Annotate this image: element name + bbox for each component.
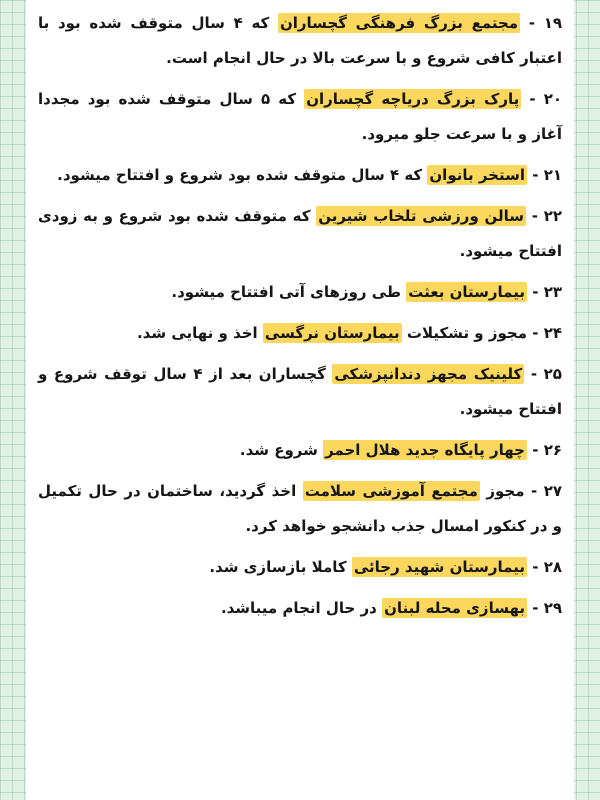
- highlighted-project: بهسازی محله لبنان: [384, 599, 525, 617]
- item-number: ۲۵ -: [530, 365, 562, 383]
- list-item: [38, 199, 562, 269]
- highlighted-project: پارک بزرگ دریاچه گچساران: [306, 90, 520, 108]
- highlighted-project: بیمارستان شهید رجائی: [353, 558, 525, 576]
- item-text: اخذ گردید، ساختمان در حال تکمیل و در کنکور امسال جذب دانشجو خواهد کرد.: [38, 482, 562, 535]
- item-number: ۲۶ -: [532, 441, 562, 459]
- item-number: ۱۹ -: [528, 14, 563, 32]
- list-item: [38, 6, 562, 76]
- item-text: کاملا بازسازی شد.: [209, 558, 352, 576]
- highlighted-project: بیمارستان بعثت: [408, 283, 525, 301]
- item-number: ۲۳ -: [532, 283, 562, 301]
- list-item: [38, 82, 562, 152]
- list-item: [38, 158, 562, 193]
- list-item: [38, 275, 562, 310]
- list-item: [38, 474, 562, 544]
- list-item: [38, 433, 562, 468]
- highlighted-project: چهار پایگاه جدید هلال احمر: [325, 441, 525, 459]
- highlighted-project: کلینیک مجهز دندانپزشکی: [334, 365, 523, 383]
- item-number: ۲۴ -: [532, 324, 562, 342]
- highlighted-project: استخر بانوان: [429, 166, 525, 184]
- item-text-prefix: مجوز و تشکیلات: [401, 324, 527, 342]
- item-number: ۲۲ -: [531, 207, 563, 225]
- list-item: [38, 591, 562, 626]
- highlighted-project: مجتمع بزرگ فرهنگی گچساران: [279, 14, 519, 32]
- item-text-prefix: مجوز: [479, 482, 525, 500]
- item-number: ۲۰ -: [529, 90, 562, 108]
- item-number: ۲۸ -: [532, 558, 562, 576]
- item-text: گچساران بعد از ۴ سال توقف شروع و افتتاح میشود.: [38, 365, 562, 418]
- highlighted-project: بیمارستان نرگسی: [264, 324, 400, 342]
- item-text: طی روزهای آتی افتتاح میشود.: [171, 283, 407, 301]
- list-item: [38, 357, 562, 427]
- item-text: اخذ و نهایی شد.: [136, 324, 263, 342]
- item-text: در حال انجام میباشد.: [220, 599, 383, 617]
- list-item: [38, 550, 562, 585]
- item-number: ۲۱ -: [532, 166, 562, 184]
- item-text: که ۴ سال متوقف شده بود شروع و افتتاح میشود.: [57, 166, 428, 184]
- item-text: که ۴ سال متوقف شده بود با اعتبار کافی شروع و با سرعت بالا در حال انجام است.: [38, 14, 562, 67]
- item-number: ۲۹ -: [532, 599, 562, 617]
- item-text: شروع شد.: [239, 441, 324, 459]
- item-number: ۲۷ -: [530, 482, 562, 500]
- highlighted-project: سالن ورزشی تلخاب شیرین: [318, 207, 525, 225]
- item-text: که متوقف شده بود شروع و به زودی افتتاح میشود.: [38, 207, 562, 260]
- item-text: که ۵ سال متوقف شده بود مجددا آغاز و با سرعت جلو میرود.: [38, 90, 562, 143]
- list-item: [38, 316, 562, 351]
- highlighted-project: مجتمع آموزشی سلامت: [304, 482, 478, 500]
- content-card: [26, 0, 574, 800]
